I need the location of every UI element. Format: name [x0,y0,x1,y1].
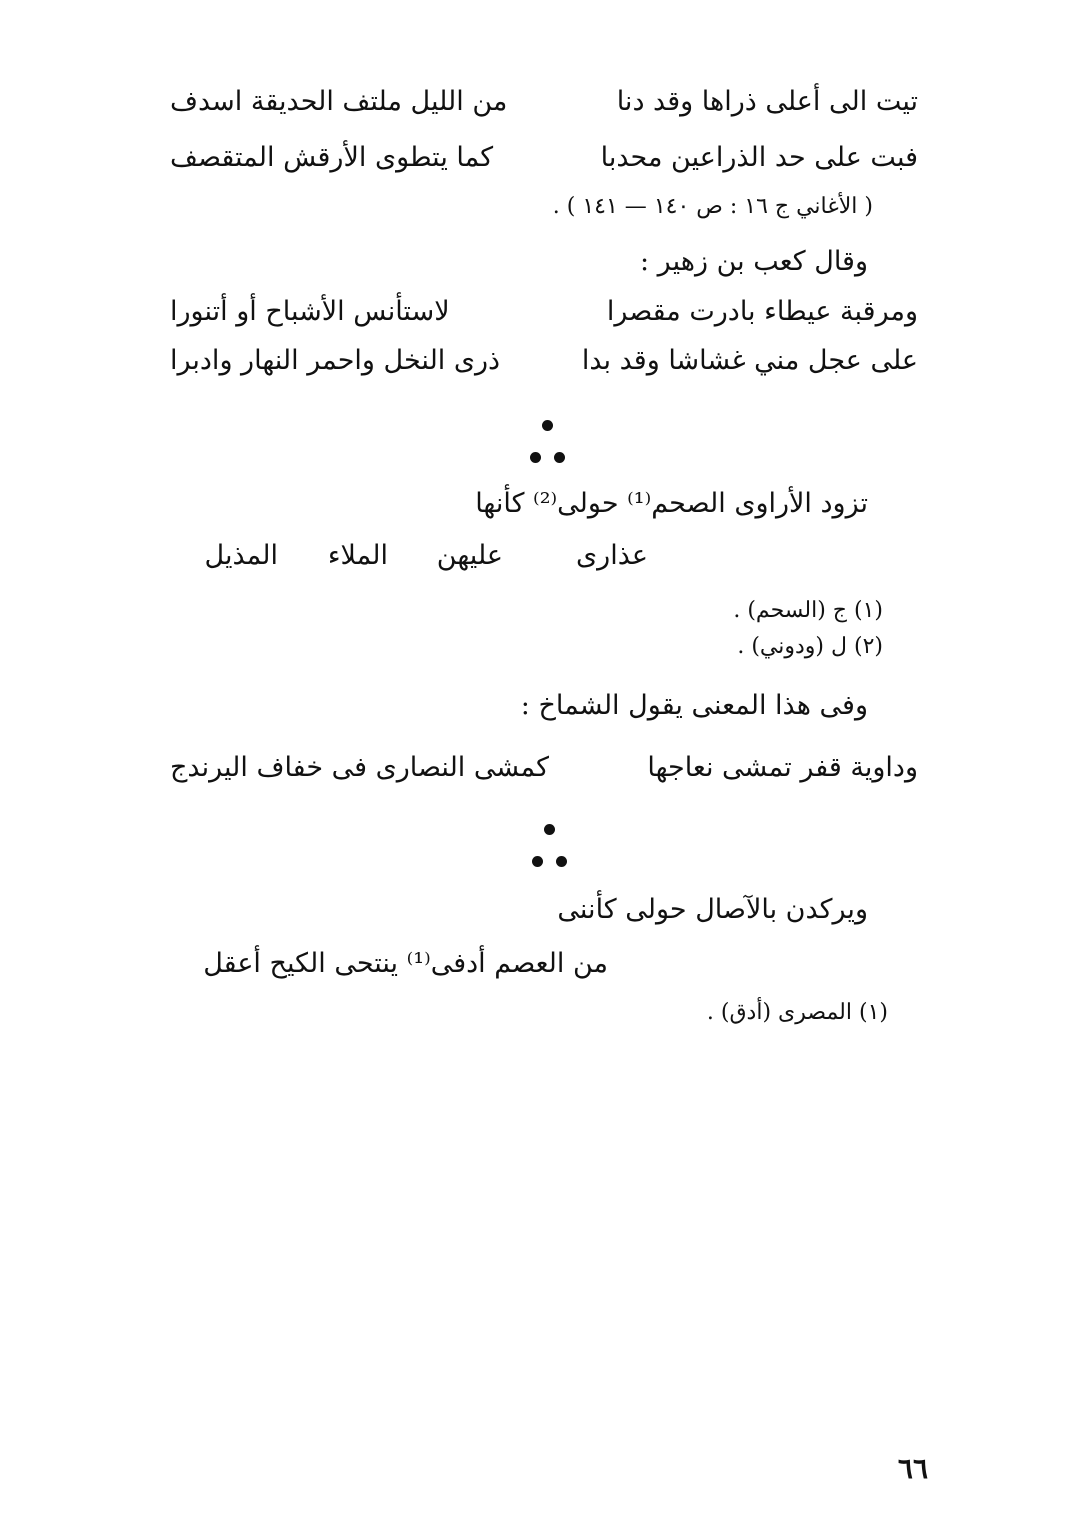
poem4-second-hemistich: كمشى النصارى فى خفاف اليرندج [170,752,549,783]
poem4-first-hemistich: وداوية قفر تمشى نعاجها [647,752,918,783]
poem5-line1: ويركدن بالآصال حولى كأننى [557,894,868,925]
poem3-line2-word-4: المذيل [204,540,278,571]
separator-dots [520,418,580,478]
intro-shammakh: وفى هذا المعنى يقول الشماخ : [520,690,868,721]
poem3-line2-word-1: عذارى [576,540,648,571]
poem3-line2-word-3: الملاء [327,540,388,571]
footnote-2: (٢) ل (ودوني) . [737,634,883,659]
poem2-line2-second-hemistich: ذرى النخل واحمر النهار وادبرا [170,345,501,376]
footnote-3: (١) المصرى (أدق) . [706,1000,888,1025]
poem1-line2-second-hemistich: كما يتطوى الأرقش المتقصف [170,142,494,173]
poem1-reference: ( الأغاني ج ١٦ : ص ١٤٠ — ١٤١ ) . [552,194,873,219]
separator-dots [522,822,582,882]
poem1-line1-second-hemistich: من الليل ملتف الحديقة اسدف [170,86,508,117]
poem1-line1-first-hemistich: تيت الى أعلى ذراها وقد دنا [616,86,918,117]
poem2-line1-first-hemistich: ومرقبة عيطاء بادرت مقصرا [606,296,918,327]
poem1-line2-first-hemistich: فبت على حد الذراعين محدبا [600,142,918,173]
page-number: ٦٦ [897,1452,928,1485]
poem3-line2-word-2: عليهن [436,540,503,571]
footnote-1: (١) ج (السحم) . [733,598,883,623]
poem3-line1: تزود الأراوى الصحم⁽¹⁾ حولى⁽²⁾ كأنها [475,488,868,519]
intro-kaab: وقال كعب بن زهير : [640,246,868,277]
poem5-line2: من العصم أدفى⁽¹⁾ ينتحى الكيح أعقل [203,948,608,979]
poem2-line2-first-hemistich: على عجل مني غشاشا وقد بدا [581,345,918,376]
poem2-line1-second-hemistich: لاستأنس الأشباح أو أتنورا [170,296,450,327]
